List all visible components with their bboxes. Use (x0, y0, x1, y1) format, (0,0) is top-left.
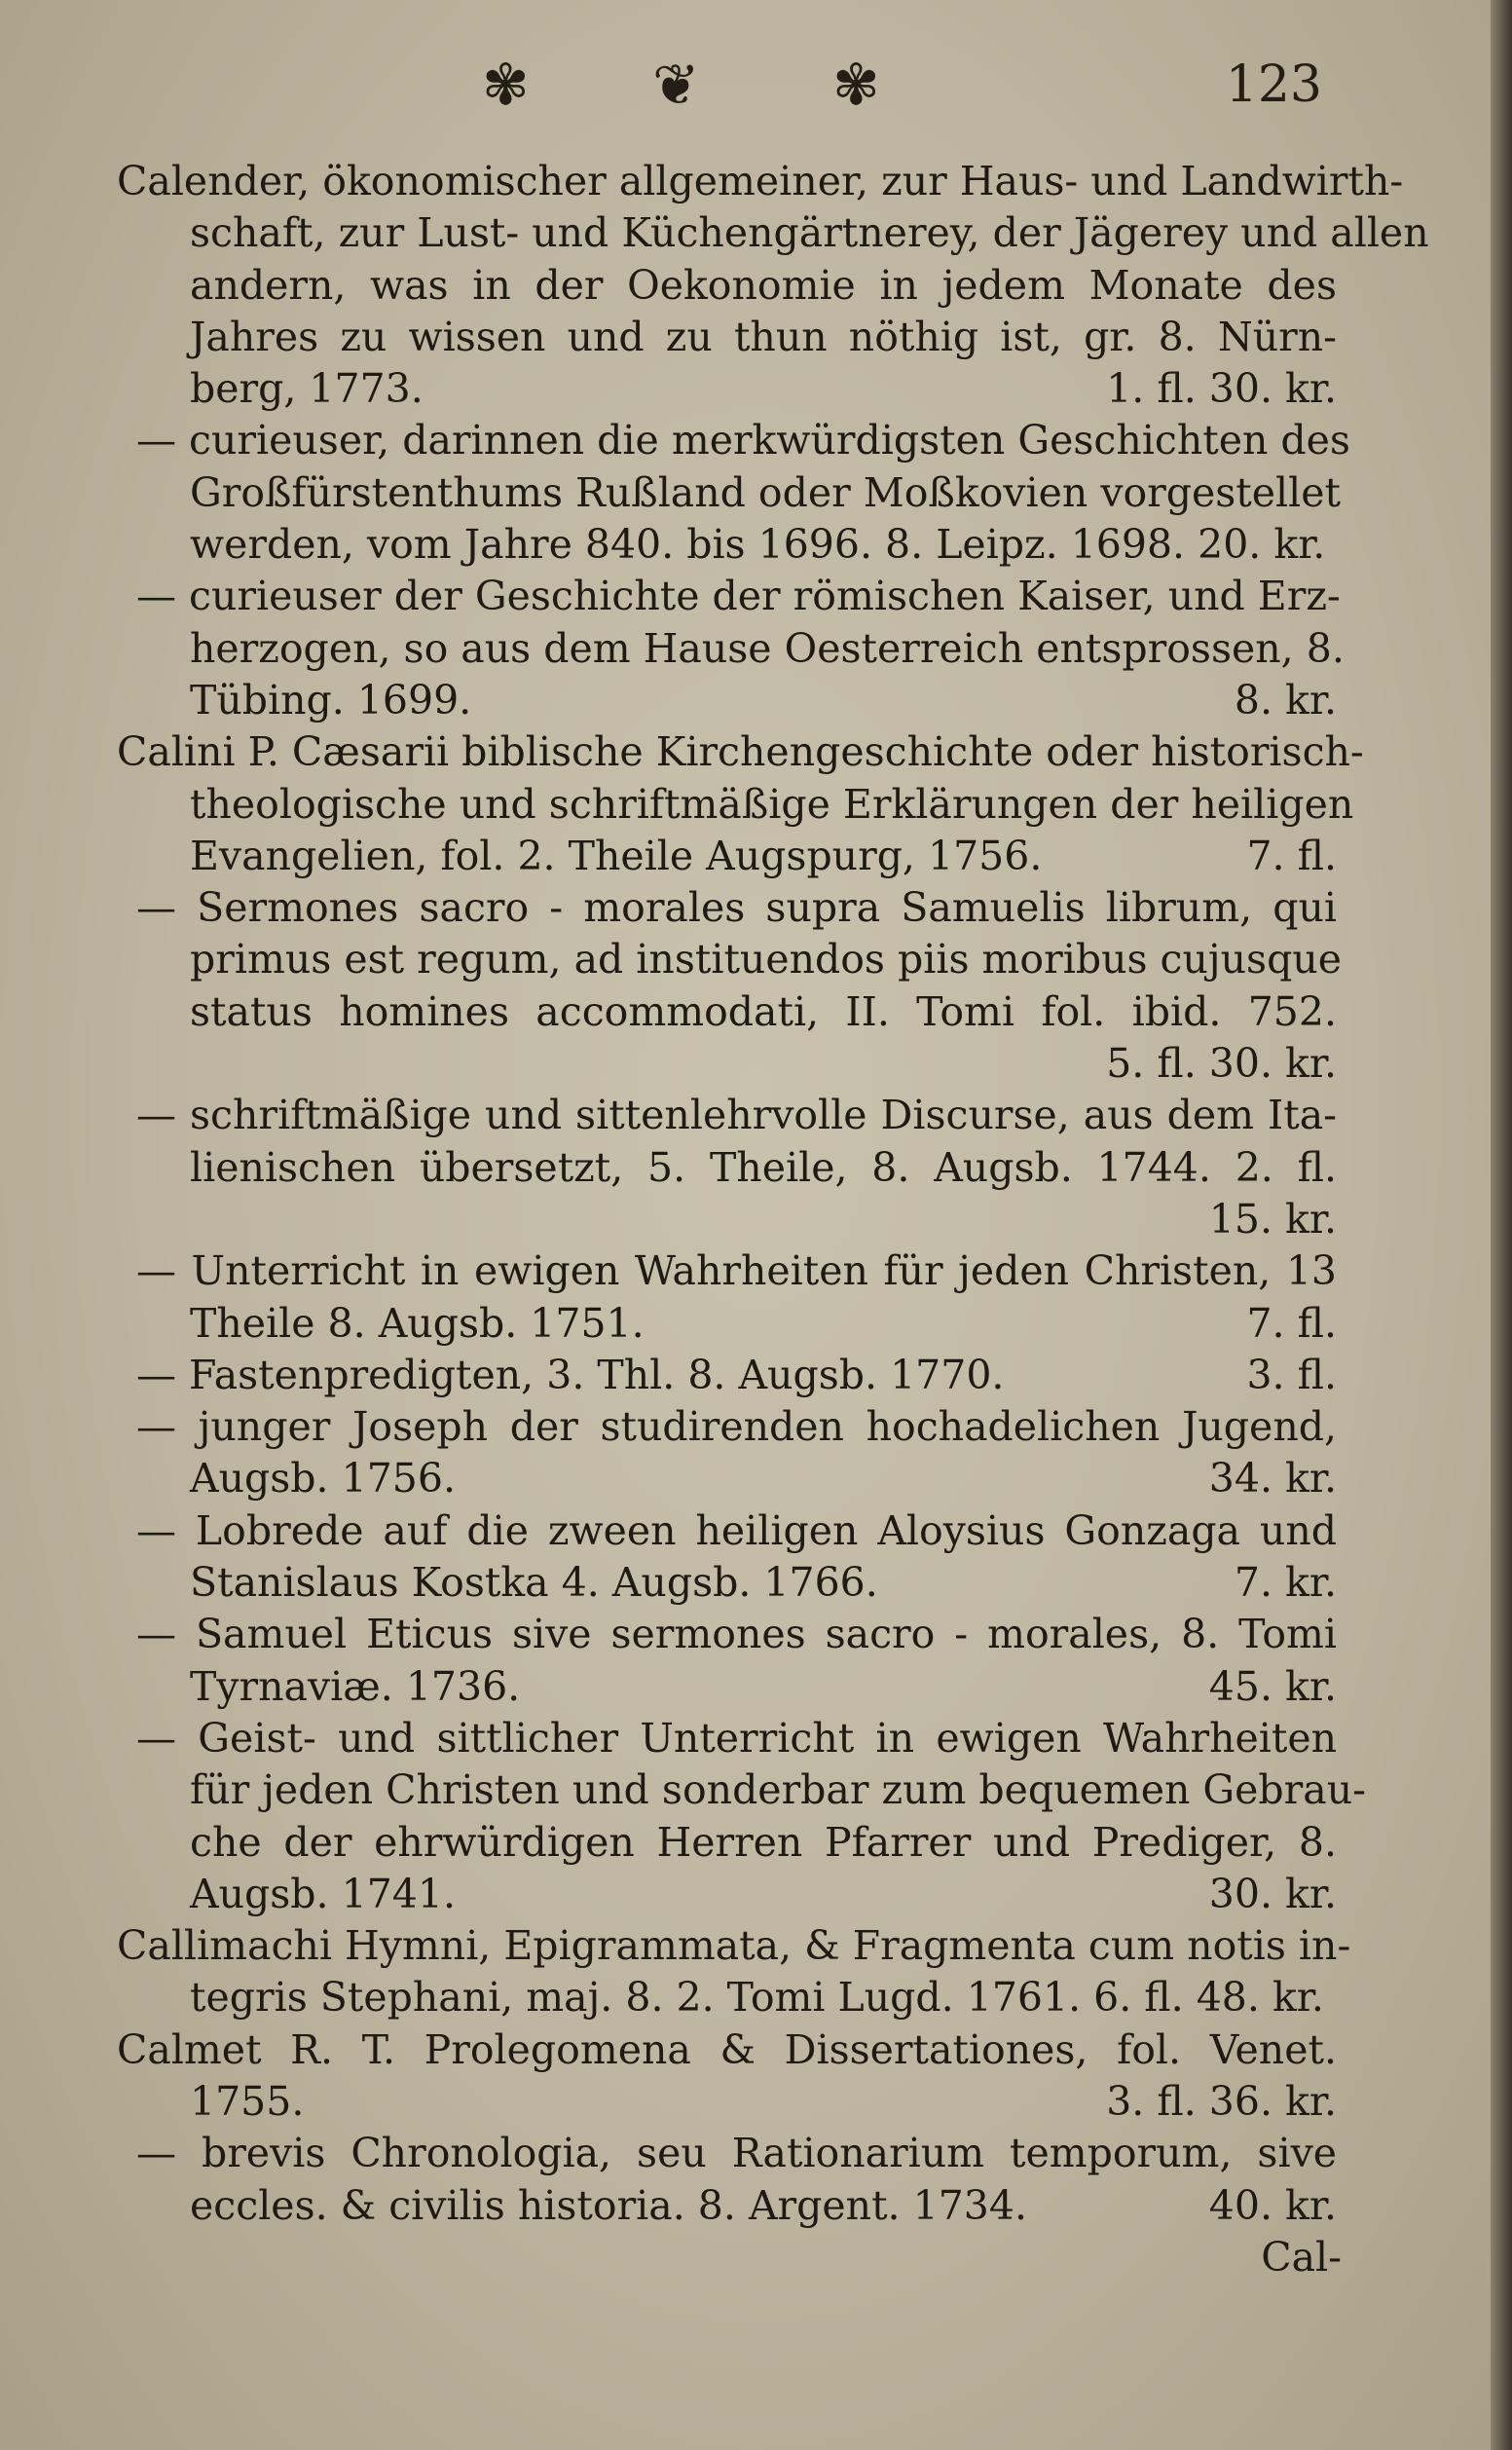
entry-line (136, 1245, 1337, 1297)
entry-line (190, 467, 1342, 519)
entry-line (190, 1142, 1337, 1194)
catalog-entry (0, 882, 1512, 1090)
entry-price: 8. kr. (1234, 676, 1337, 724)
entry-text: — junger Joseph der studirenden hochadelichen Jugend, (136, 1403, 1337, 1451)
entry-text: — Samuel Eticus sive sermones sacro - morales, 8. Tomi (136, 1611, 1337, 1658)
entry-line (117, 1920, 1351, 1972)
entry-text: werden, vom Jahre 840. bis 1696. 8. Leipz. 1698. 20. kr. (190, 521, 1326, 569)
entry-text: che der ehrwürdigen Herren Pfarrer und Prediger, 8. (190, 1818, 1337, 1866)
entry-text: tegris Stephani, maj. 8. 2. Tomi Lugd. 1761. 6. fl. 48. kr. (190, 1974, 1324, 2022)
entry-text: herzogen, so aus dem Hause Oesterreich entsprossen, 8. (190, 624, 1345, 672)
entry-line (190, 1869, 1337, 1920)
catalog-entry (0, 2128, 1512, 2232)
entry-line (136, 1401, 1337, 1453)
entry-text: Stanislaus Kostka 4. Augsb. 1766. (190, 1559, 878, 1607)
catalog-entries (0, 156, 1512, 2232)
entry-line (190, 312, 1337, 363)
catalog-entry (0, 1505, 1512, 1610)
entry-text: — curieuser der Geschichte der römischen Kaiser, und Erz- (136, 573, 1341, 620)
entry-text: primus est regum, ad instituendos piis moribus cujusque (190, 936, 1342, 984)
entry-price: 3. fl. (1246, 1351, 1337, 1398)
entry-line (136, 1609, 1337, 1660)
catalog-entry (0, 1920, 1512, 2024)
entry-text: Tyrnaviæ. 1736. (190, 1662, 521, 1710)
catalog-entry (0, 1609, 1512, 1713)
entry-price: 40. kr. (1208, 2181, 1337, 2229)
entry-text: Calmet R. T. Prolegomena & Dissertationes, fol. Venet. (117, 2025, 1337, 2073)
catalog-entry (0, 571, 1512, 726)
entry-line (136, 571, 1341, 622)
entry-line (190, 2076, 1337, 2128)
entry-line (190, 519, 1337, 571)
entry-line (190, 260, 1337, 312)
entry-text: Calender, ökonomischer allgemeiner, zur Haus- und Landwirth- (117, 158, 1404, 204)
entry-text: Calini P. Cæsarii biblische Kirchengeschichte oder historisch- (117, 728, 1364, 776)
entry-line (190, 1194, 1337, 1245)
entry-price: 7. fl. (1246, 1299, 1337, 1347)
catalog-entry (0, 726, 1512, 882)
entry-line (190, 934, 1342, 985)
entry-price: 45. kr. (1208, 1662, 1337, 1710)
entry-text: Großfürstenthums Rußland oder Moßkovien vorgestellet (190, 468, 1342, 516)
catalog-entry (0, 156, 1512, 415)
entry-text: — brevis Chronologia, seu Rationarium temporum, sive (136, 2130, 1337, 2177)
entry-text: Theile 8. Augsb. 1751. (190, 1299, 645, 1347)
entry-price: 3. fl. 36. kr. (1106, 2077, 1337, 2125)
entry-text: status homines accommodati, II. Tomi fol. ibid. 752. (190, 987, 1337, 1035)
entry-line (136, 1350, 1337, 1401)
entry-text: — Sermones sacro - morales supra Samuelis librum, qui (136, 884, 1337, 932)
entry-line (117, 156, 1404, 207)
catchword-line (0, 2232, 1512, 2283)
entry-text: — Fastenpredigten, 3. Thl. 8. Augsb. 1770. (136, 1351, 1005, 1398)
entry-line (190, 779, 1354, 831)
catalog-entry (0, 1350, 1512, 1401)
entry-line (190, 675, 1337, 726)
entry-price: 15. kr. (1208, 1195, 1337, 1243)
floral-ornament-icon: ✾ (482, 52, 530, 118)
entry-text: andern, was in der Oekonomie in jedem Monate des (190, 261, 1337, 309)
entry-line (136, 415, 1350, 466)
entry-line (136, 882, 1337, 934)
entry-text: schaft, zur Lust- und Küchengärtnerey, der Jägerey und allen (190, 209, 1429, 257)
entry-line (190, 831, 1337, 882)
entry-price: 7. fl. (1246, 832, 1337, 879)
entry-text: Augsb. 1741. (190, 1870, 456, 1917)
page-number: 123 (1225, 56, 1322, 114)
entry-price: 7. kr. (1234, 1559, 1337, 1607)
entry-price: 5. fl. 30. kr. (1106, 1040, 1337, 1088)
catalog-entry (0, 1090, 1512, 1245)
entry-price: 1. fl. 30. kr. (1106, 365, 1337, 413)
page-header (0, 39, 1512, 127)
entry-line (190, 1298, 1337, 1350)
catalog-entry (0, 1245, 1512, 1350)
entry-line (190, 363, 1337, 415)
entry-text: lienischen übersetzt, 5. Theile, 8. Augsb. 1744. 2. fl. (190, 1143, 1337, 1191)
entry-text: Tübing. 1699. (190, 676, 472, 724)
entry-text: für jeden Christen und sonderbar zum bequemen Gebrau- (190, 1766, 1366, 1814)
entry-line (190, 1764, 1366, 1816)
entry-line (190, 1817, 1337, 1869)
entry-text: Augsb. 1756. (190, 1455, 456, 1503)
entry-line (190, 1661, 1337, 1713)
entry-price: 34. kr. (1208, 1455, 1337, 1503)
entry-text: 1755. (190, 2077, 305, 2125)
entry-line (136, 1090, 1337, 1141)
entry-text: Evangelien, fol. 2. Theile Augspurg, 1756. (190, 832, 1043, 879)
entry-line (136, 1713, 1337, 1764)
entry-line (117, 726, 1364, 778)
catalog-entry (0, 2024, 1512, 2129)
entry-text: — schriftmäßige und sittenlehrvolle Discurse, aus dem Ita- (136, 1092, 1337, 1139)
entry-text: — Geist- und sittlicher Unterricht in ewigen Wahrheiten (136, 1714, 1337, 1762)
entry-text: theologische und schriftmäßige Erklärungen der heiligen (190, 780, 1354, 828)
catalog-entry (0, 1401, 1512, 1505)
catchword: Cal- (1261, 2234, 1342, 2281)
entry-price: 30. kr. (1208, 1870, 1337, 1917)
entry-text: Callimachi Hymni, Epigrammata, & Fragmenta cum notis in- (117, 1922, 1351, 1970)
entry-line (136, 1505, 1337, 1557)
entry-text: — Unterricht in ewigen Wahrheiten für jeden Christen, 13 (136, 1247, 1337, 1295)
entry-text: — Lobrede auf die zween heiligen Aloysius Gonzaga und (136, 1506, 1337, 1554)
entry-line (190, 1038, 1337, 1090)
catalog-entry (0, 415, 1512, 571)
fleuron-ornament-icon: ❦ (652, 52, 700, 118)
entry-line (190, 986, 1337, 1038)
entry-line (190, 1972, 1337, 2023)
floral-ornament-icon: ✾ (832, 52, 880, 118)
catalog-entry (0, 1713, 1512, 1920)
entry-text: Jahres zu wissen und zu thun nöthig ist, gr. 8. Nürn- (190, 313, 1337, 360)
entry-line (117, 2024, 1337, 2076)
entry-line (190, 623, 1345, 675)
entry-line (190, 1557, 1337, 1609)
entry-line (190, 207, 1429, 259)
entry-line (190, 1453, 1337, 1504)
entry-text: eccles. & civilis historia. 8. Argent. 1734. (190, 2181, 1027, 2229)
entry-text: — curieuser, darinnen die merkwürdigsten Geschichten des (136, 417, 1350, 464)
entry-text: berg, 1773. (190, 365, 424, 413)
entry-line (190, 2180, 1337, 2232)
entry-line (136, 2128, 1337, 2179)
